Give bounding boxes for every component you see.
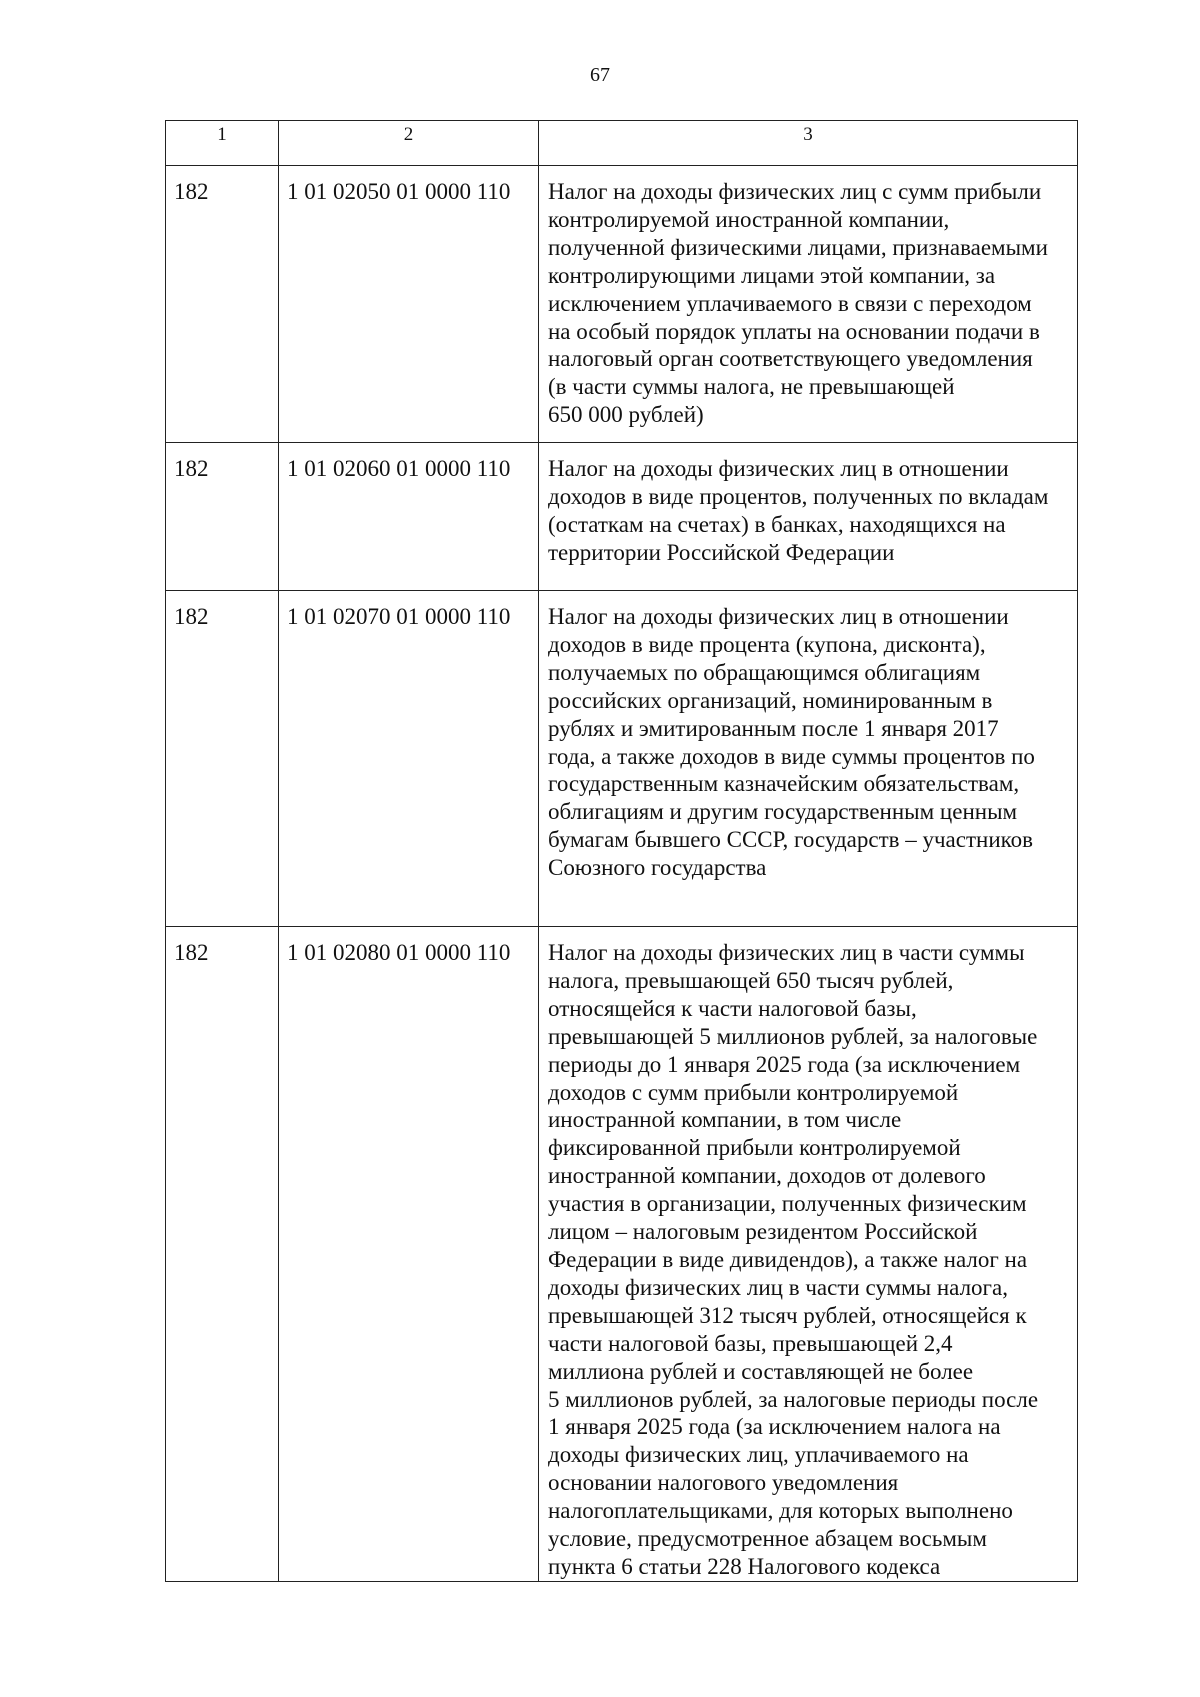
- description-line: доходов в виде процента (купона, дисконта),: [548, 631, 986, 657]
- kbk-cell: [279, 591, 539, 927]
- table-row: [166, 591, 1078, 927]
- column-header-3: 3: [539, 121, 1078, 166]
- description-line: года, а также доходов в виде суммы процентов по: [548, 743, 1035, 769]
- admin-code-cell: [166, 927, 279, 1582]
- budget-code-table: [165, 120, 1078, 1582]
- column-header-2: 2: [279, 121, 539, 166]
- description-line: (в части суммы налога, не превышающей: [548, 374, 955, 400]
- description-line: пункта 6 статьи 228 Налогового кодекса: [548, 1553, 941, 1579]
- description-line: исключением уплачиваемого в связи с переходом: [548, 290, 1032, 316]
- description-line: Налог на доходы физических лиц в отношении: [548, 456, 1009, 481]
- description-line: налоговый орган соответствующего уведомления: [548, 346, 1033, 372]
- description-line: основании налогового уведомления: [548, 1470, 899, 1496]
- description-cell: [539, 443, 1078, 591]
- column-header-1: 1: [166, 121, 279, 166]
- kbk-cell: [279, 927, 539, 1582]
- table-row: [166, 927, 1078, 1582]
- description-line: Налог на доходы физических лиц в отношении: [548, 604, 1009, 629]
- description-line: периоды до 1 января 2025 года (за исключением: [548, 1051, 1021, 1077]
- description: [539, 927, 1077, 1581]
- description-line: территории Российской Федерации: [548, 539, 895, 565]
- kbk-code: 1 01 02080 01 0000 110: [287, 940, 511, 965]
- description-line: участия в организации, полученных физическим: [548, 1191, 1027, 1217]
- description-cell: [539, 591, 1078, 927]
- description-line: государственным казначейским обязательствам,: [548, 771, 1020, 797]
- table-header-row: [166, 121, 1078, 166]
- kbk-cell: [279, 443, 539, 591]
- kbk-cell: [279, 166, 539, 443]
- description-line: фиксированной прибыли контролируемой: [548, 1135, 961, 1161]
- description-line: контролируемой иностранной компании,: [548, 206, 950, 232]
- kbk-code: 1 01 02070 01 0000 110: [287, 604, 511, 629]
- description: [539, 443, 1077, 567]
- description-line: на особый порядок уплаты на основании подачи в: [548, 318, 1040, 344]
- description-line: доходы физических лиц в части суммы налога,: [548, 1274, 1008, 1300]
- description-line: 650 000 рублей): [548, 402, 704, 428]
- kbk-code: 1 01 02060 01 0000 110: [287, 456, 511, 481]
- description-line: миллиона рублей и составляющей не более: [548, 1358, 974, 1384]
- description-cell: [539, 166, 1078, 443]
- page-number: 67: [590, 64, 610, 86]
- description-line: Союзного государства: [548, 855, 767, 881]
- description-line: доходов в виде процентов, полученных по вкладам: [548, 483, 1049, 509]
- description-line: Налог на доходы физических лиц с сумм прибыли: [548, 179, 1042, 204]
- admin-code-cell: [166, 166, 279, 443]
- table-row: [166, 443, 1078, 591]
- description-line: доходы физических лиц, уплачиваемого на: [548, 1442, 969, 1468]
- admin-code-cell: [166, 443, 279, 591]
- description-line: относящейся к части налоговой базы,: [548, 995, 917, 1021]
- description-line: превышающей 5 миллионов рублей, за налоговые: [548, 1023, 1038, 1049]
- description-line: 1 января 2025 года (за исключением налога на: [548, 1414, 1001, 1440]
- admin-code: 182: [174, 179, 209, 204]
- kbk-code: 1 01 02050 01 0000 110: [287, 179, 511, 204]
- description-line: лицом – налоговым резидентом Российской: [548, 1219, 978, 1245]
- description-line: налога, превышающей 650 тысяч рублей,: [548, 967, 954, 993]
- description-line: условие, предусмотренное абзацем восьмым: [548, 1526, 987, 1552]
- description-line: Налог на доходы физических лиц в части суммы: [548, 940, 1025, 965]
- admin-code: 182: [174, 940, 209, 965]
- admin-code: 182: [174, 604, 209, 629]
- description-line: (остаткам на счетах) в банках, находящихся на: [548, 511, 1006, 537]
- description-line: получаемых по обращающимся облигациям: [548, 659, 981, 685]
- admin-code: 182: [174, 456, 209, 481]
- description-line: Федерации в виде дивидендов), а также налог на: [548, 1246, 1028, 1272]
- admin-code-cell: [166, 591, 279, 927]
- description: [539, 591, 1077, 882]
- description-line: полученной физическими лицами, признаваемыми: [548, 234, 1048, 260]
- description-line: превышающей 312 тысяч рублей, относящейся к: [548, 1302, 1027, 1328]
- description-line: облигациям и другим государственным ценным: [548, 799, 1018, 825]
- description-cell: [539, 927, 1078, 1582]
- table-row: [166, 166, 1078, 443]
- description-line: доходов с сумм прибыли контролируемой: [548, 1079, 959, 1105]
- description-line: иностранной компании, доходов от долевого: [548, 1163, 986, 1189]
- description-line: 5 миллионов рублей, за налоговые периоды после: [548, 1386, 1039, 1412]
- description-line: бумагам бывшего СССР, государств – участников: [548, 827, 1033, 853]
- description-line: налогоплательщиками, для которых выполнено: [548, 1498, 1013, 1524]
- description: [539, 166, 1077, 429]
- description-line: российских организаций, номинированным в: [548, 687, 993, 713]
- description-line: контролирующими лицами этой компании, за: [548, 262, 996, 288]
- description-line: иностранной компании, в том числе: [548, 1107, 902, 1133]
- description-line: части налоговой базы, превышающей 2,4: [548, 1330, 953, 1356]
- description-line: рублях и эмитированным после 1 января 2017: [548, 715, 999, 741]
